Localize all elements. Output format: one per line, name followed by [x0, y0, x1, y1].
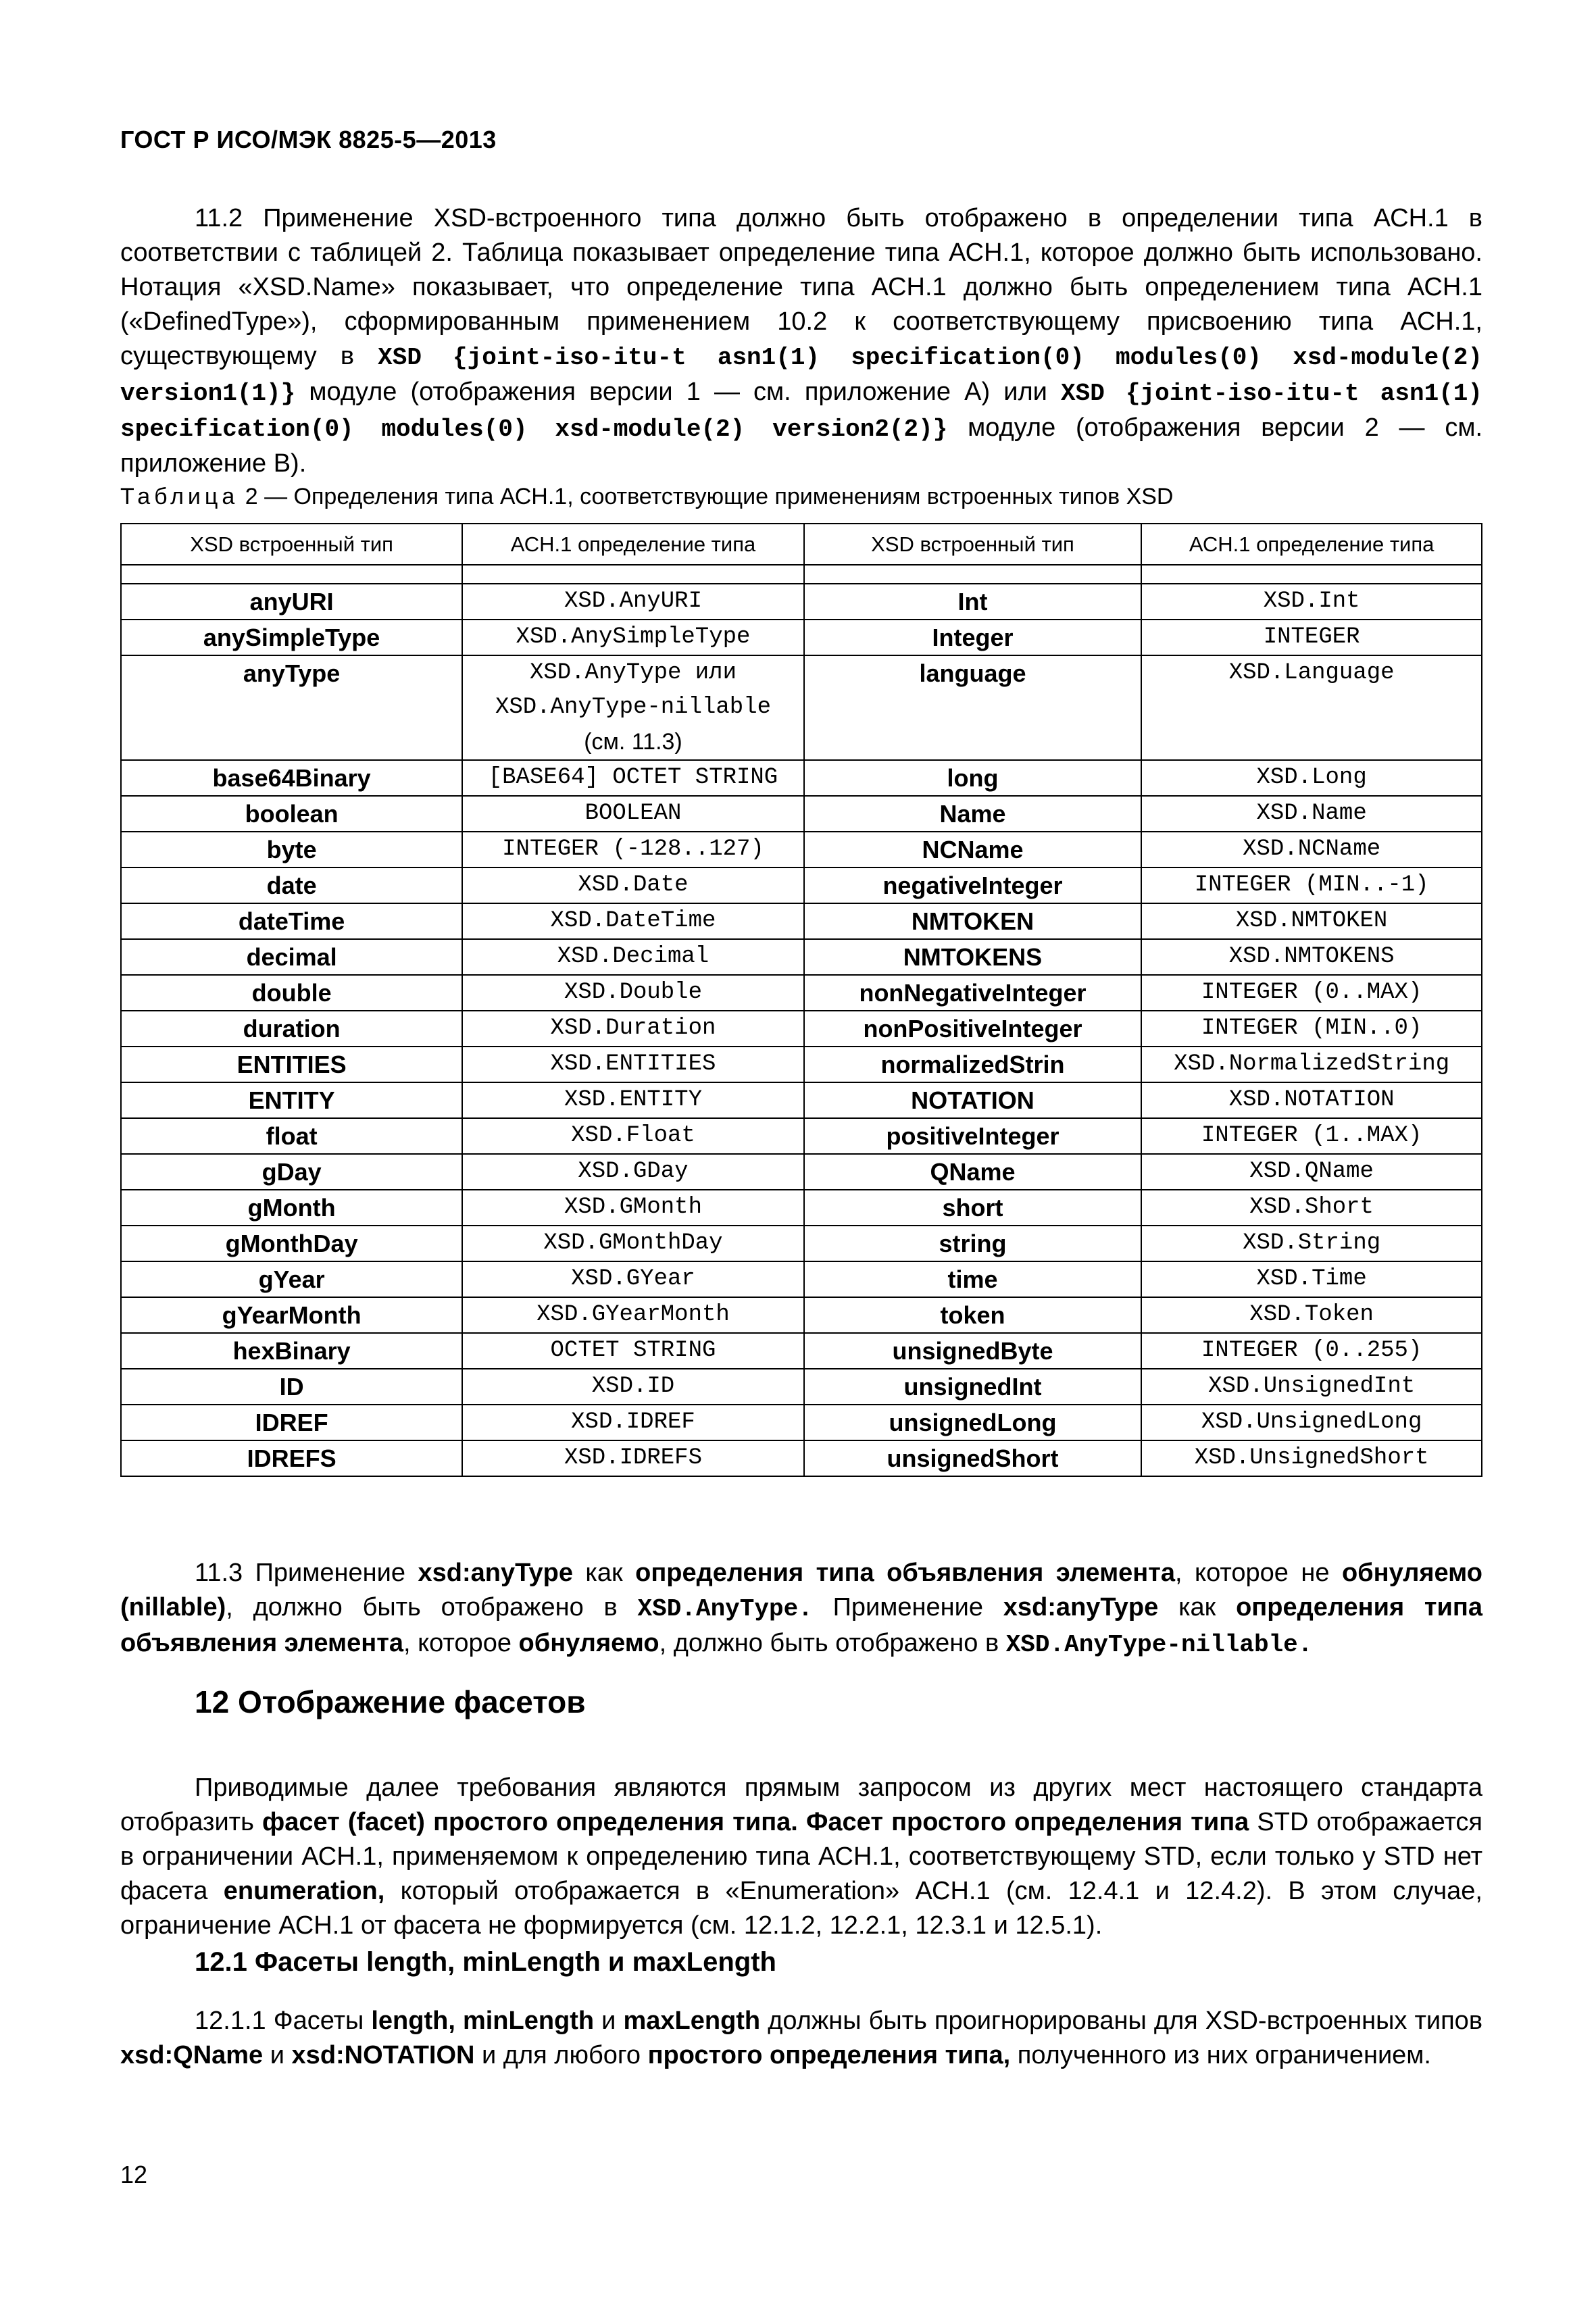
asn1-definition-cell: XSD.Duration [462, 1011, 804, 1047]
xsd-type-cell: Integer [804, 620, 1142, 655]
xsd-type-cell: Int [804, 584, 1142, 620]
xsd-type-cell: unsignedLong [804, 1405, 1142, 1440]
asn1-definition-cell: XSD.AnySimpleType [462, 620, 804, 655]
asn1-definition-cell: XSD.ENTITY [462, 1082, 804, 1118]
table-row [121, 1297, 1482, 1333]
xsd-type-cell: positiveInteger [804, 1118, 1142, 1154]
asn1-definition-cell: XSD.GYearMonth [462, 1297, 804, 1333]
xsd-type-cell: byte [121, 832, 462, 867]
table-row [121, 975, 1482, 1011]
asn1-definition-cell: XSD.NormalizedString [1141, 1047, 1482, 1082]
xsd-type-cell: anyType [121, 655, 462, 760]
table-row [121, 867, 1482, 903]
asn1-definition-cell: XSD.NCName [1141, 832, 1482, 867]
asn1-definition-cell: XSD.Int [1141, 584, 1482, 620]
table-row [121, 903, 1482, 939]
xsd-type-cell: dateTime [121, 903, 462, 939]
asn1-definition-cell: XSD.Language [1141, 655, 1482, 760]
column-header: XSD встроенный тип [121, 524, 462, 565]
table-spacer-row [121, 565, 1482, 584]
xsd-type-cell: base64Binary [121, 760, 462, 796]
xsd-type-cell: boolean [121, 796, 462, 832]
xsd-type-cell: unsignedShort [804, 1440, 1142, 1476]
asn1-definition-cell: XSD.Short [1141, 1190, 1482, 1226]
asn1-definition-cell: BOOLEAN [462, 796, 804, 832]
table-row [121, 1011, 1482, 1047]
table-row [121, 760, 1482, 796]
xsd-type-cell: Name [804, 796, 1142, 832]
xsd-type-cell: string [804, 1226, 1142, 1261]
table-row [121, 1333, 1482, 1369]
table-row [121, 620, 1482, 655]
xsd-type-cell: negativeInteger [804, 867, 1142, 903]
asn1-definition-cell: XSD.DateTime [462, 903, 804, 939]
xsd-type-cell: language [804, 655, 1142, 760]
asn1-definition-cell: XSD.ENTITIES [462, 1047, 804, 1082]
xsd-type-cell: double [121, 975, 462, 1011]
section-12-1-heading: 12.1 Фасеты length, minLength и maxLength [195, 1947, 776, 1977]
asn1-definition-cell: XSD.AnyType или XSD.AnyType-nillable (см. 11.3) [462, 655, 804, 760]
xsd-type-cell: unsignedInt [804, 1369, 1142, 1405]
xsd-type-cell: time [804, 1261, 1142, 1297]
asn1-definition-cell: XSD.GDay [462, 1154, 804, 1190]
module-identifier-v2: XSD {joint-iso-itu-t asn1(1) specification(0) modules(0) xsd-module(2) version2(2)} [120, 380, 1482, 443]
paragraph-12-1-1: 12.1.1 Фасеты length, minLength и maxLength должны быть проигнорированы для XSD-встроенных типов xsd:QName и xsd:NOTATION и для любого простого определения типа, полученного из них ограничением. [120, 2007, 1483, 2069]
page-number: 12 [120, 2161, 148, 2188]
paragraph-11-3: 11.3 Применение xsd:anyType как определения типа объявления элемента, которое не обнуляемо (nillable), должно быть отображено в XSD.AnyType. Применение xsd:anyType как определения типа объявления элемента, которое обнуляемо, должно быть отображено в XSD.AnyType-nillable. [120, 1559, 1482, 1659]
paragraph-11-2: 11.2 Применение XSD-встроенного типа должно быть отображено в определении типа АСН.1 в соответствии с таблицей 2. Таблица показывает определение типа АСН.1, которое должно быть использовано. Нотация «XSD.Name» показывает, что определение типа АСН.1 должно быть определением типа АСН.1 («DefinedType»), сформированным применением 10.2 к соответствующему присвоению типа АСН.1, существующему в XSD {joint-iso-itu-t asn1(1) specification(0) modules(0) xsd-module(2) version1(1)} модуле (отображения версии 1 — см. приложение А) или XSD {joint-iso-itu-t asn1(1) specification(0) modules(0) xsd-module(2) version2(2)} модуле (отображения версии 2 — см. приложение В). [120, 204, 1482, 478]
xsd-type-cell: IDREF [121, 1405, 462, 1440]
asn1-definition-cell: INTEGER (1..MAX) [1141, 1118, 1482, 1154]
asn1-definition-cell: XSD.Date [462, 867, 804, 903]
xsd-type-cell: date [121, 867, 462, 903]
asn1-definition-cell: XSD.Float [462, 1118, 804, 1154]
xsd-type-cell: anyURI [121, 584, 462, 620]
asn1-definition-cell: INTEGER (-128..127) [462, 832, 804, 867]
asn1-definition-cell: XSD.GYear [462, 1261, 804, 1297]
xsd-type-cell: hexBinary [121, 1333, 462, 1369]
table-row [121, 1226, 1482, 1261]
table-row [121, 939, 1482, 975]
anytype-reference-line: (см. 11.3) [584, 729, 682, 755]
asn1-definition-cell: XSD.IDREF [462, 1405, 804, 1440]
xsd-type-cell: decimal [121, 939, 462, 975]
xsd-type-cell: gMonth [121, 1190, 462, 1226]
table-row [121, 1405, 1482, 1440]
column-header: АСН.1 определение типа [462, 524, 804, 565]
table-row [121, 796, 1482, 832]
table-row [121, 1154, 1482, 1190]
xsd-type-cell: gYearMonth [121, 1297, 462, 1333]
asn1-definition-cell: XSD.QName [1141, 1154, 1482, 1190]
asn1-definition-cell: INTEGER [1141, 620, 1482, 655]
asn1-definition-cell: XSD.GMonthDay [462, 1226, 804, 1261]
paragraph-12: Приводимые далее требования являются прямым запросом из других мест настоящего стандарта отобразить фасет (facet) простого определения типа. Фасет простого определения типа STD отображается в ограничении АСН.1, применяемом к определению типа АСН.1, соответствующему STD, если только у STD нет фасета enumeration, который отображается в «Enumeration» АСН.1 (см. 12.4.1 и 12.4.2). В этом случае, ограничение АСН.1 от фасета не формируется (см. 12.1.2, 12.2.1, 12.3.1 и 12.5.1). [120, 1774, 1482, 1940]
asn1-definition-cell: XSD.String [1141, 1226, 1482, 1261]
xsd-type-cell: normalizedStrin [804, 1047, 1142, 1082]
xsd-type-cell: gYear [121, 1261, 462, 1297]
xsd-type-cell: float [121, 1118, 462, 1154]
xsd-type-cell: token [804, 1297, 1142, 1333]
asn1-definition-cell: XSD.GMonth [462, 1190, 804, 1226]
xsd-type-cell: NMTOKENS [804, 939, 1142, 975]
xsd-type-cell: gDay [121, 1154, 462, 1190]
table-row [121, 1190, 1482, 1226]
xsd-type-cell: long [804, 760, 1142, 796]
xsd-type-cell: unsignedByte [804, 1333, 1142, 1369]
xsd-type-cell: NMTOKEN [804, 903, 1142, 939]
asn1-definition-cell: XSD.NMTOKEN [1141, 903, 1482, 939]
asn1-definition-cell: XSD.Time [1141, 1261, 1482, 1297]
xsd-type-cell: nonPositiveInteger [804, 1011, 1142, 1047]
table-row [121, 1261, 1482, 1297]
xsd-type-cell: NOTATION [804, 1082, 1142, 1118]
table-header-row [121, 524, 1482, 565]
module-identifier-v1: XSD {joint-iso-itu-t asn1(1) specification(0) modules(0) xsd-module(2) version1(1)} [120, 344, 1482, 407]
asn1-definition-cell: XSD.UnsignedLong [1141, 1405, 1482, 1440]
asn1-definition-cell: XSD.Long [1141, 760, 1482, 796]
xsd-type-cell: IDREFS [121, 1440, 462, 1476]
asn1-definition-cell: [BASE64] OCTET STRING [462, 760, 804, 796]
asn1-definition-cell: XSD.Name [1141, 796, 1482, 832]
table-row [121, 1082, 1482, 1118]
table-row [121, 832, 1482, 867]
table-row [121, 1440, 1482, 1476]
xsd-type-cell: ID [121, 1369, 462, 1405]
xsd-type-cell: ENTITIES [121, 1047, 462, 1082]
xsd-type-cell: QName [804, 1154, 1142, 1190]
asn1-definition-cell: INTEGER (MIN..0) [1141, 1011, 1482, 1047]
asn1-definition-cell: XSD.NOTATION [1141, 1082, 1482, 1118]
column-header: АСН.1 определение типа [1141, 524, 1482, 565]
asn1-definition-cell: XSD.Decimal [462, 939, 804, 975]
asn1-definition-cell: XSD.UnsignedShort [1141, 1440, 1482, 1476]
table-row [121, 1118, 1482, 1154]
asn1-definition-cell: XSD.ID [462, 1369, 804, 1405]
asn1-definition-cell: OCTET STRING [462, 1333, 804, 1369]
table-caption: Таблица 2 — Определения типа АСН.1, соответствующие применениям встроенных типов XSD [120, 484, 1174, 509]
xsd-type-cell: NCName [804, 832, 1142, 867]
table-row [121, 1047, 1482, 1082]
xsd-type-cell: gMonthDay [121, 1226, 462, 1261]
anytype-nillable-line: XSD.AnyType-nillable [495, 695, 772, 720]
asn1-definition-cell: XSD.AnyURI [462, 584, 804, 620]
column-header: XSD встроенный тип [804, 524, 1142, 565]
asn1-definition-cell: XSD.NMTOKENS [1141, 939, 1482, 975]
document-header: ГОСТ Р ИСО/МЭК 8825-5—2013 [120, 126, 497, 153]
table-row [121, 1369, 1482, 1405]
xsd-type-cell: anySimpleType [121, 620, 462, 655]
asn1-definition-cell: INTEGER (MIN..-1) [1141, 867, 1482, 903]
table-row [121, 655, 1482, 760]
xsd-type-cell: duration [121, 1011, 462, 1047]
section-12-heading: 12 Отображение фасетов [195, 1684, 586, 1719]
asn1-definition-cell: XSD.UnsignedInt [1141, 1369, 1482, 1405]
asn1-definition-cell: XSD.Double [462, 975, 804, 1011]
xsd-type-cell: nonNegativeInteger [804, 975, 1142, 1011]
xsd-type-mapping-table [120, 523, 1482, 1477]
asn1-definition-cell: INTEGER (0..255) [1141, 1333, 1482, 1369]
table-row [121, 584, 1482, 620]
document-page [120, 0, 1482, 2314]
asn1-definition-cell: INTEGER (0..MAX) [1141, 975, 1482, 1011]
xsd-type-cell: short [804, 1190, 1142, 1226]
xsd-type-cell: ENTITY [121, 1082, 462, 1118]
asn1-definition-cell: XSD.IDREFS [462, 1440, 804, 1476]
asn1-definition-cell: XSD.Token [1141, 1297, 1482, 1333]
